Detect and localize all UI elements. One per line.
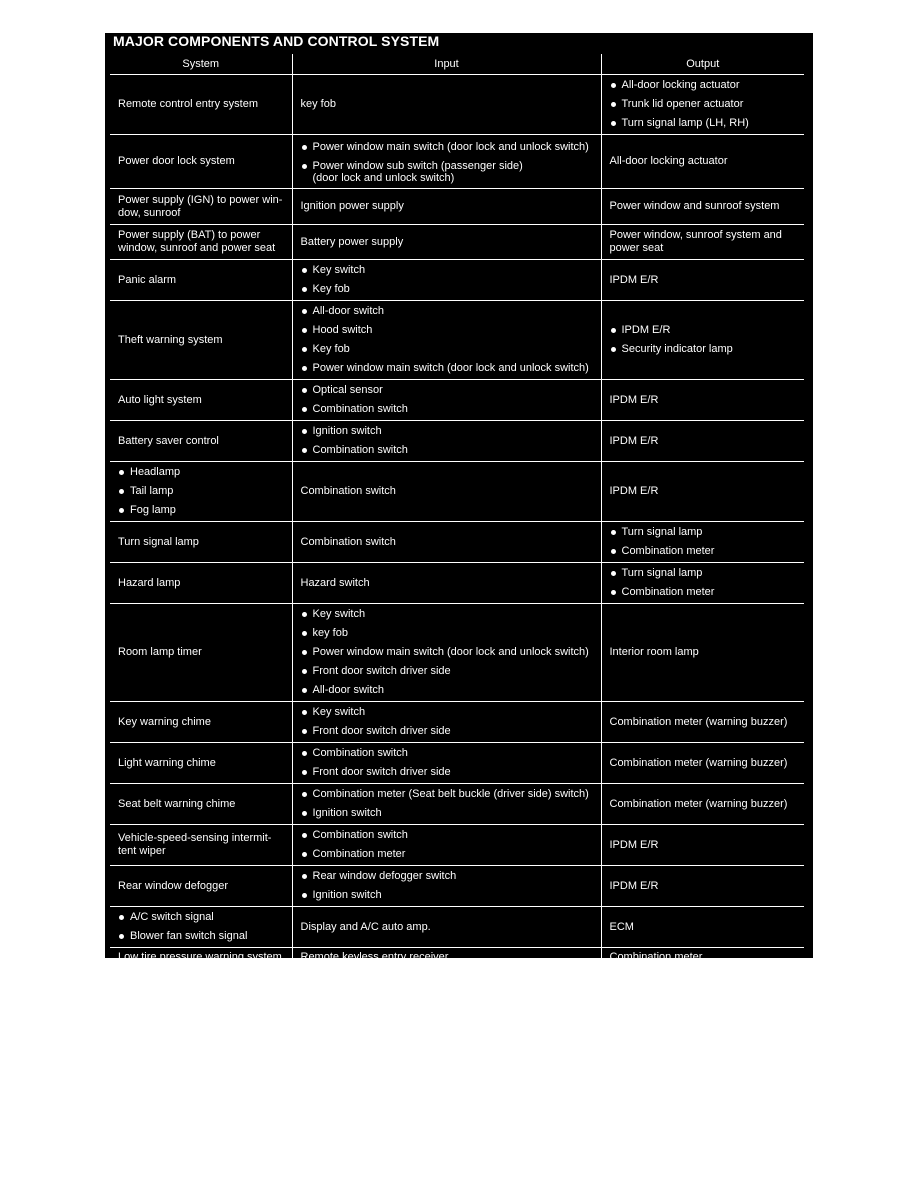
column-header-output: Output (601, 54, 804, 75)
system-cell (110, 189, 292, 225)
bullet-item-continuation: (door lock and unlock switch) (312, 172, 455, 184)
system-cell (110, 522, 292, 563)
cell-text: Interior room lamp (609, 646, 699, 658)
cell-text: Rear window defogger (118, 879, 229, 892)
cell-text: All-door locking actuator (609, 155, 728, 167)
cell-text: Power door lock system (118, 155, 235, 167)
system-cell (110, 421, 292, 462)
input-cell (292, 604, 601, 702)
output-cell (601, 563, 804, 604)
column-header-system: System (110, 54, 292, 75)
system-cell (110, 948, 292, 968)
output-cell (601, 75, 804, 135)
bullet-item: Combination switch (301, 400, 594, 419)
table-row (110, 135, 804, 189)
input-cell (292, 421, 601, 462)
input-cell (292, 907, 601, 948)
output-cell (601, 189, 804, 225)
bullet-item: A/C switch signal (118, 908, 285, 927)
bullet-item: Power window main switch (door lock and unlock switch) (301, 359, 594, 378)
bullet-item: Security indicator lamp (610, 340, 798, 359)
output-cell (601, 260, 804, 301)
cell-text: Combination meter (warning buzzer) (609, 797, 788, 810)
table-row (110, 189, 804, 225)
components-table (110, 54, 804, 969)
bullet-item: Hood switch (301, 321, 594, 340)
cell-text: Auto light system (118, 393, 202, 406)
cell-text: Combination meter (warning buzzer) (609, 756, 788, 769)
bullet-item: Front door switch driver side (301, 763, 594, 782)
input-cell (292, 702, 601, 743)
cell-text: Light warning chime (118, 756, 216, 769)
table-row (110, 907, 804, 948)
cell-text: Remote control entry system (118, 98, 258, 110)
table-row (110, 380, 804, 421)
cell-text: Combination meter (609, 950, 703, 963)
bullet-item: Key fob (301, 340, 594, 359)
input-cell (292, 866, 601, 907)
cell-text: Turn signal lamp (118, 535, 199, 548)
bullet-item: Ignition switch (301, 422, 594, 441)
bullet-item: Key switch (301, 261, 594, 280)
output-cell (601, 702, 804, 743)
bullet-item: Combination meter (Seat belt buckle (driver side) switch) (301, 785, 594, 804)
system-cell (110, 462, 292, 522)
bullet-item: Combination switch (301, 744, 594, 763)
bullet-item: Blower fan switch signal (118, 927, 285, 946)
table-row (110, 462, 804, 522)
input-cell (292, 301, 601, 380)
table-row (110, 948, 804, 968)
bullet-item: Combination switch (301, 826, 594, 845)
bullet-item: All-door switch (301, 302, 594, 321)
output-cell (601, 225, 804, 260)
input-cell (292, 462, 601, 522)
system-cell (110, 743, 292, 784)
output-cell (601, 135, 804, 189)
bullet-item: Key fob (301, 280, 594, 299)
output-cell (601, 825, 804, 866)
table-body (110, 75, 804, 968)
bullet-item: Turn signal lamp (LH, RH) (610, 114, 798, 133)
table-row (110, 522, 804, 563)
system-cell (110, 225, 292, 260)
bullet-item: Front door switch driver side (301, 662, 594, 681)
system-cell (110, 604, 292, 702)
cell-text: IPDM E/R (609, 879, 659, 892)
table-row (110, 784, 804, 825)
output-cell (601, 301, 804, 380)
table-row (110, 702, 804, 743)
cell-text: Remote keyless entry receiver (300, 950, 449, 963)
input-cell (292, 743, 601, 784)
table-row (110, 563, 804, 604)
system-cell (110, 702, 292, 743)
cell-text: Battery saver control (118, 434, 219, 447)
bullet-item: Turn signal lamp (610, 523, 798, 542)
bullet-item: Headlamp (118, 463, 285, 482)
table-row (110, 260, 804, 301)
table-row (110, 421, 804, 462)
bullet-item: Rear window defogger switch (301, 867, 594, 886)
cell-text: Ignition power supply (300, 200, 404, 212)
bullet-item: Power window sub switch (passenger side) (301, 157, 594, 176)
cell-text: Combination meter (warning buzzer) (609, 715, 788, 728)
table-header-row (110, 54, 804, 75)
cell-text: key fob (300, 98, 336, 110)
cell-text: Combination switch (300, 485, 396, 497)
bullet-item: key fob (301, 624, 594, 643)
bullet-item: All-door switch (301, 681, 594, 700)
output-cell (601, 784, 804, 825)
bullet-item: All-door locking actuator (610, 76, 798, 95)
table-row (110, 604, 804, 702)
input-cell (292, 784, 601, 825)
cell-text: Low tire pressure warning system (118, 950, 282, 963)
table-row (110, 743, 804, 784)
system-cell (110, 907, 292, 948)
cell-text: Power supply (IGN) to power win- dow, sunroof (118, 193, 283, 219)
cell-text: IPDM E/R (609, 273, 659, 286)
output-cell (601, 866, 804, 907)
system-cell (110, 260, 292, 301)
bullet-item: Fog lamp (118, 501, 285, 520)
cell-text: Combination switch (300, 535, 396, 548)
cell-text: IPDM E/R (609, 434, 659, 447)
bullet-item: Combination switch (301, 441, 594, 460)
bullet-item: Trunk lid opener actuator (610, 95, 798, 114)
cell-text: Seat belt warning chime (118, 797, 236, 810)
cell-text: Theft warning system (118, 333, 223, 346)
table-row (110, 301, 804, 380)
input-cell (292, 825, 601, 866)
system-cell (110, 75, 292, 135)
output-cell (601, 522, 804, 563)
output-cell (601, 948, 804, 968)
components-panel (105, 33, 813, 963)
input-cell (292, 948, 601, 968)
bullet-item: Power window main switch (door lock and unlock switch) (301, 138, 594, 157)
cell-text: Power window and sunroof system (609, 200, 780, 212)
system-cell (110, 784, 292, 825)
table-row (110, 825, 804, 866)
bullet-item: Optical sensor (301, 381, 594, 400)
cell-text: Hazard lamp (118, 576, 181, 589)
bullet-item: Combination meter (301, 845, 594, 864)
input-cell (292, 75, 601, 135)
table-row (110, 225, 804, 260)
input-cell (292, 189, 601, 225)
cell-text: IPDM E/R (609, 485, 659, 497)
system-cell (110, 563, 292, 604)
cell-text: ECM (609, 920, 634, 933)
input-cell (292, 380, 601, 421)
output-cell (601, 604, 804, 702)
column-header-input: Input (292, 54, 601, 75)
cell-text: Power supply (BAT) to power window, sunroof and power seat (118, 229, 276, 254)
cell-text: Panic alarm (118, 273, 177, 286)
cell-text: IPDM E/R (609, 838, 659, 851)
system-cell (110, 825, 292, 866)
system-cell (110, 135, 292, 189)
cell-text: Hazard switch (300, 576, 370, 589)
output-cell (601, 380, 804, 421)
cell-text: IPDM E/R (609, 393, 659, 406)
bullet-item: Combination meter (610, 583, 798, 602)
section-heading: MAJOR COMPONENTS AND CONTROL SYSTEM (113, 33, 440, 49)
system-cell (110, 380, 292, 421)
bullet-item: Key switch (301, 605, 594, 624)
bullet-item: Combination meter (610, 542, 798, 561)
bullet-item: Key switch (301, 703, 594, 722)
cell-text: Display and A/C auto amp. (300, 920, 431, 933)
bullet-item: Ignition switch (301, 886, 594, 905)
cell-text: Power window, sunroof system and power seat (609, 229, 782, 254)
output-cell (601, 462, 804, 522)
cell-text: Battery power supply (300, 235, 404, 248)
input-cell (292, 563, 601, 604)
output-cell (601, 743, 804, 784)
output-cell (601, 421, 804, 462)
bullet-item: Tail lamp (118, 482, 285, 501)
input-cell (292, 260, 601, 301)
bullet-item: IPDM E/R (610, 321, 798, 340)
cell-text: Room lamp timer (118, 646, 202, 658)
bullet-item: Front door switch driver side (301, 722, 594, 741)
input-cell (292, 225, 601, 260)
bullet-item: Turn signal lamp (610, 564, 798, 583)
bullet-item: Power window main switch (door lock and unlock switch) (301, 643, 594, 662)
input-cell (292, 135, 601, 189)
output-cell (601, 907, 804, 948)
system-cell (110, 866, 292, 907)
input-cell (292, 522, 601, 563)
table-row (110, 866, 804, 907)
cell-text: Vehicle-speed-sensing intermit- tent wiper (118, 832, 272, 857)
system-cell (110, 301, 292, 380)
bullet-item: Ignition switch (301, 804, 594, 823)
cell-text: Key warning chime (118, 715, 211, 728)
table-row (110, 75, 804, 135)
